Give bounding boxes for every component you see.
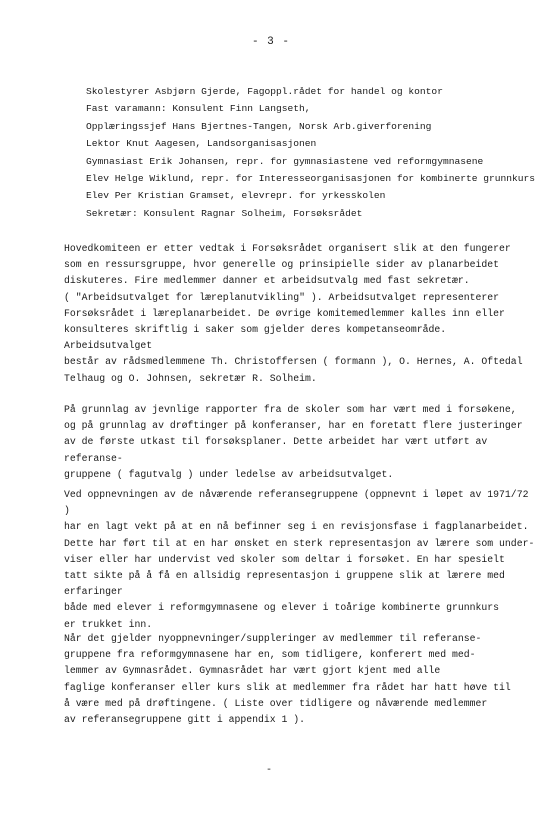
text-line: ( "Arbeidsutvalget for læreplanutvikling" ). Arbeidsutvalget representerer	[64, 291, 500, 303]
text-line: både med elever i reformgymnasene og elever i toårige kombinerte grunnkurs	[64, 602, 500, 614]
footer-mark: -	[266, 765, 273, 776]
member-list	[86, 83, 536, 222]
text-line: faglige konferanser eller kurs slik at medlemmer fra rådet har hatt høve til	[64, 681, 511, 693]
text-line: På grunnlag av jevnlige rapporter fra de skoler som har vært med i forsøkene,	[64, 404, 517, 415]
text-line: gruppene fra reformgymnasene har en, som tidligere, konferert med med-	[64, 649, 476, 661]
member-line: Elev Helge Wiklund, repr. for Interesseorganisasjonen for kombinerte grunnkurs	[86, 173, 536, 185]
text-line: å være med på drøftingene. ( Liste over tidligere og nåværende medlemmer	[64, 697, 488, 709]
text-line: Hovedkomiteen er etter vedtak i Forsøksrådet organisert slik at den fungerer	[64, 243, 511, 254]
member-line: Skolestyrer Asbjørn Gjerde, Fagoppl.rådet for handel og kontor	[86, 86, 443, 97]
paragraph-organisation	[64, 241, 536, 387]
text-line: gruppene ( fagutvalg ) under ledelse av arbeidsutvalget.	[64, 468, 394, 480]
paragraph-supplements	[64, 631, 536, 728]
text-line: tatt sikte på å få en allsidig representasjon i gruppene slik at lærere med erfaringer	[64, 570, 505, 598]
text-line: er trukket inn.	[64, 618, 153, 630]
text-line: diskuteres. Fire medlemmer danner et arbeidsutvalg med fast sekretær.	[64, 275, 470, 287]
page-number: - 3 -	[251, 36, 290, 48]
member-line: Lektor Knut Aagesen, Landsorganisasjonen	[86, 138, 317, 150]
paragraph-appointment	[64, 487, 536, 633]
text-line: har en lagt vekt på at en nå befinner seg i en revisjonsfase i fagplanarbeidet.	[64, 521, 529, 533]
text-line: av referansegruppene gitt i appendix 1 ).	[64, 714, 306, 726]
text-line: lemmer av Gymnasrådet. Gymnasrådet har vært gjort kjent med alle	[64, 665, 441, 677]
text-line: som en ressursgruppe, hvor generelle og prinsipielle sider av planarbeidet	[64, 259, 500, 271]
member-line: Elev Per Kristian Gramset, elevrepr. for yrkesskolen	[86, 190, 386, 202]
paragraph-reports	[64, 402, 536, 483]
text-line: Når det gjelder nyoppnevninger/suppleringer av medlemmer til referanse-	[64, 633, 482, 644]
text-line: og på grunnlag av drøftinger på konferanser, har en foretatt flere justeringer	[64, 420, 523, 432]
text-line: av de første utkast til forsøksplaner. Dette arbeidet har vært utført av referanse-	[64, 436, 488, 464]
member-line: Sekretær: Konsulent Ragnar Solheim, Forsøksrådet	[86, 207, 363, 219]
text-line: Dette har ført til at en har ønsket en sterk representasjon av lærere som under-	[64, 537, 535, 549]
text-line: konsulteres skriftlig i saker som gjelder deres kompetanseområde. Arbeidsutvalget	[64, 324, 447, 352]
text-line: Forsøksrådet i læreplanarbeidet. De øvrige komitemedlemmer kalles inn eller	[64, 307, 505, 319]
text-line: Ved oppnevningen av de nåværende referansegruppene (oppnevnt i løpet av 1971/72 )	[64, 489, 529, 517]
member-line: Gymnasiast Erik Johansen, repr. for gymnasiastene ved reformgymnasene	[86, 155, 484, 167]
text-line: Telhaug og O. Johnsen, sekretær R. Solheim.	[64, 372, 317, 384]
member-line: Fast varamann: Konsulent Finn Langseth,	[86, 103, 311, 115]
text-line: viser eller har undervist ved skoler som deltar i forsøket. En har spesielt	[64, 553, 505, 565]
text-line: består av rådsmedlemmene Th. Christoffersen ( formann ), O. Hernes, A. Oftedal	[64, 356, 523, 368]
member-line: Opplæringssjef Hans Bjertnes-Tangen, Norsk Arb.giverforening	[86, 120, 432, 132]
